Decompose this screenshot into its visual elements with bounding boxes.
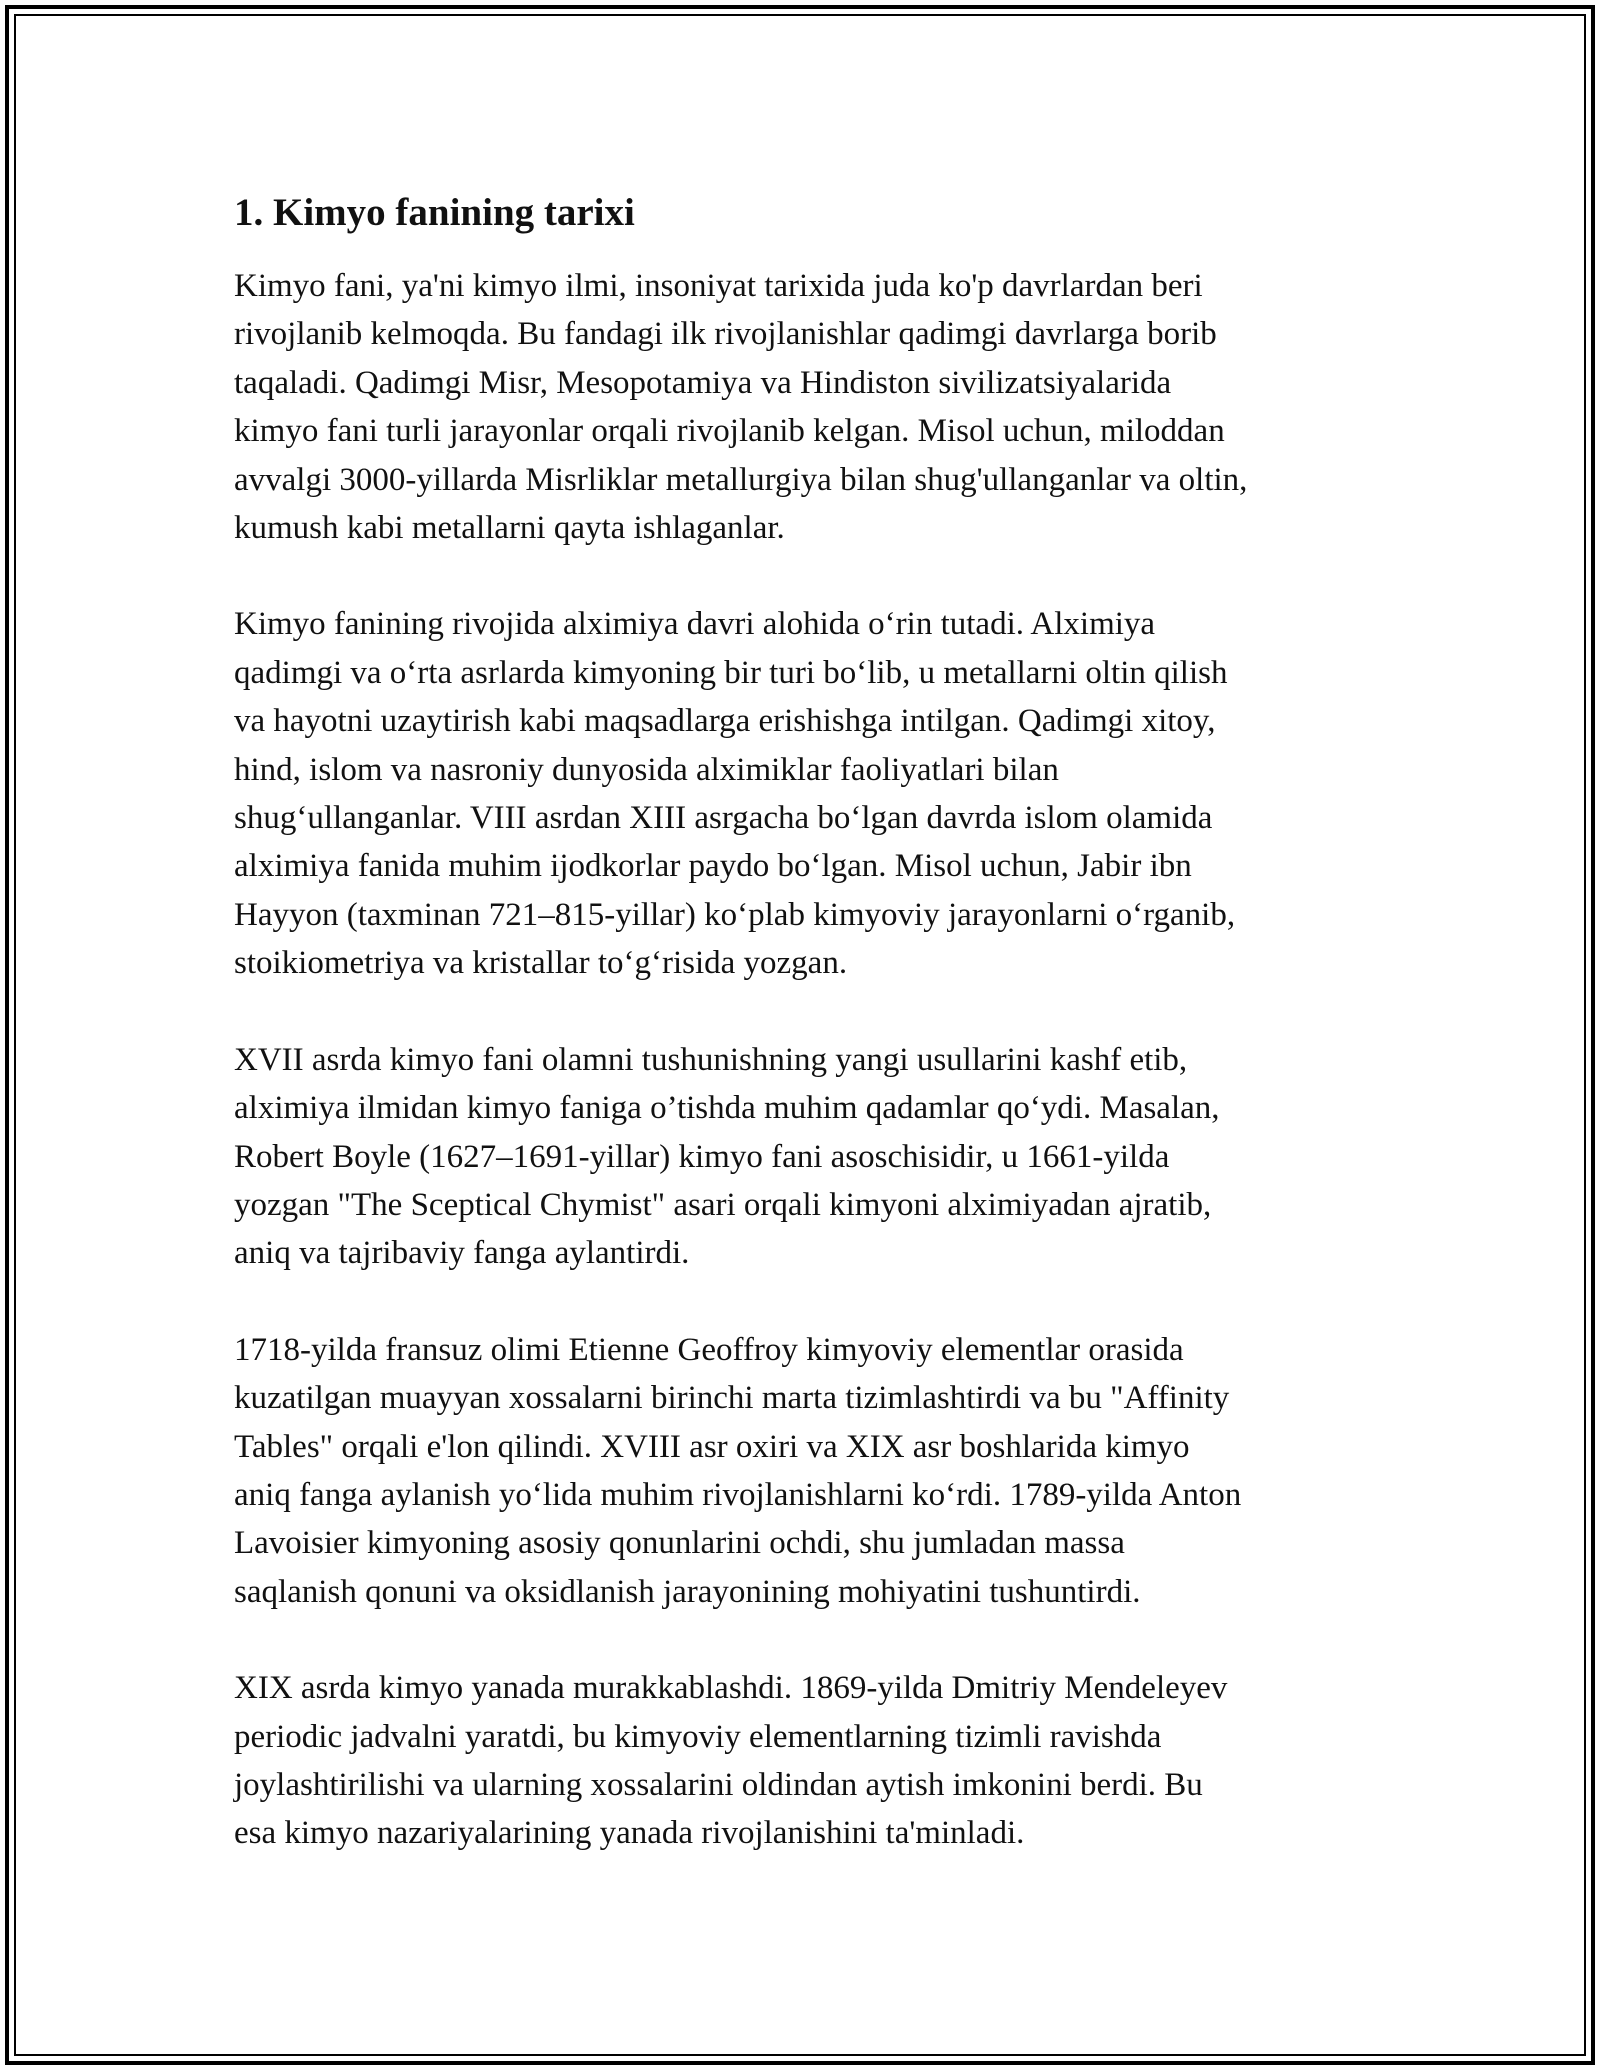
section-title: 1. Kimyo fanining tarixi xyxy=(234,191,635,234)
paragraph-line: va hayotni uzaytirish kabi maqsadlarga erishishga intilgan. Qadimgi xitoy, xyxy=(234,703,1216,740)
paragraph-line: aniq fanga aylanish yo‘lida muhim rivojlanishlarni ko‘rdi. 1789-yilda Anton xyxy=(234,1476,1242,1513)
paragraph-line: Kimyo fanining rivojida alximiya davri alohida o‘rin tutadi. Alximiya xyxy=(234,606,1156,643)
paragraph-line: saqlanish qonuni va oksidlanish jarayonining mohiyatini tushuntirdi. xyxy=(234,1573,1141,1610)
paragraph-line: Lavoisier kimyoning asosiy qonunlarini ochdi, shu jumladan massa xyxy=(234,1525,1125,1562)
paragraph-line: alximiya fanida muhim ijodkorlar paydo bo‘lgan. Misol uchun, Jabir ibn xyxy=(234,848,1192,885)
paragraph-line: Kimyo fani, ya'ni kimyo ilmi, insoniyat tarixida juda ko'p davrlardan beri xyxy=(234,268,1203,304)
paragraph-line: kuzatilgan muayyan xossalarni birinchi marta tizimlashtirdi va bu "Affinity xyxy=(234,1380,1230,1417)
paragraph-line: Tables" orqali e'lon qilindi. XVIII asr oxiri va XIX asr boshlarida kimyo xyxy=(234,1428,1190,1465)
paragraph-line: XVII asrda kimyo fani olamni tushunishning yangi usullarini kashf etib, xyxy=(234,1041,1188,1078)
paragraph-4 xyxy=(234,1326,1374,1616)
paragraph-line: 1718-yilda fransuz olimi Etienne Geoffroy kimyoviy elementlar orasida xyxy=(234,1331,1184,1368)
paragraph-line: yozgan "The Sceptical Chymist" asari orqali kimyoni alximiyadan ajratib, xyxy=(234,1186,1212,1223)
paragraph-line: alximiya ilmidan kimyo faniga o’tishda muhim qadamlar qo‘ydi. Masalan, xyxy=(234,1090,1220,1127)
paragraph-line: kimyo fani turli jarayonlar orqali rivojlanib kelgan. Misol uchun, miloddan xyxy=(234,413,1225,450)
paragraph-line: Hayyon (taxminan 721–815-yillar) ko‘plab kimyoviy jarayonlarni o‘rganib, xyxy=(234,896,1236,933)
paragraph-line: aniq va tajribaviy fanga aylantirdi. xyxy=(234,1235,690,1272)
paragraph-line: avvalgi 3000-yillarda Misrliklar metallurgiya bilan shug'ullanganlar va oltin, xyxy=(234,461,1248,498)
paragraph-line: kumush kabi metallarni qayta ishlaganlar. xyxy=(234,510,785,547)
paragraph-line: shug‘ullanganlar. VIII asrdan XIII asrgacha bo‘lgan davrda islom olamida xyxy=(234,800,1213,837)
paragraph-line: joylashtirilishi va ularning xossalarini oldindan aytish imkonini berdi. Bu xyxy=(234,1766,1203,1803)
document-body xyxy=(234,188,1374,1906)
paragraph-line: periodic jadvalni yaratdi, bu kimyoviy elementlarning tizimli ravishda xyxy=(234,1718,1162,1755)
paragraph-3 xyxy=(234,1036,1374,1278)
paragraph-line: taqaladi. Qadimgi Misr, Mesopotamiya va Hindiston sivilizatsiyalarida xyxy=(234,364,1172,401)
paragraph-line: stoikiometriya va kristallar to‘g‘risida yozgan. xyxy=(234,945,848,982)
paragraph-line: Robert Boyle (1627–1691-yillar) kimyo fani asoschisidir, u 1661-yilda xyxy=(234,1138,1170,1175)
paragraph-line: hind, islom va nasroniy dunyosida alximiklar faoliyatlari bilan xyxy=(234,751,1059,788)
paragraph-line: rivojlanib kelmoqda. Bu fandagi ilk rivojlanishlar qadimgi davrlarga borib xyxy=(234,316,1217,353)
paragraph-2 xyxy=(234,600,1374,987)
paragraph-line: esa kimyo nazariyalarining yanada rivojlanishini ta'minladi. xyxy=(234,1815,1025,1852)
paragraph-1 xyxy=(234,262,1374,552)
paragraph-line: qadimgi va o‘rta asrlarda kimyoning bir turi bo‘lib, u metallarni oltin qilish xyxy=(234,654,1228,691)
paragraph-5 xyxy=(234,1664,1374,1858)
paragraph-line: XIX asrda kimyo yanada murakkablashdi. 1869-yilda Dmitriy Mendeleyev xyxy=(234,1670,1228,1707)
